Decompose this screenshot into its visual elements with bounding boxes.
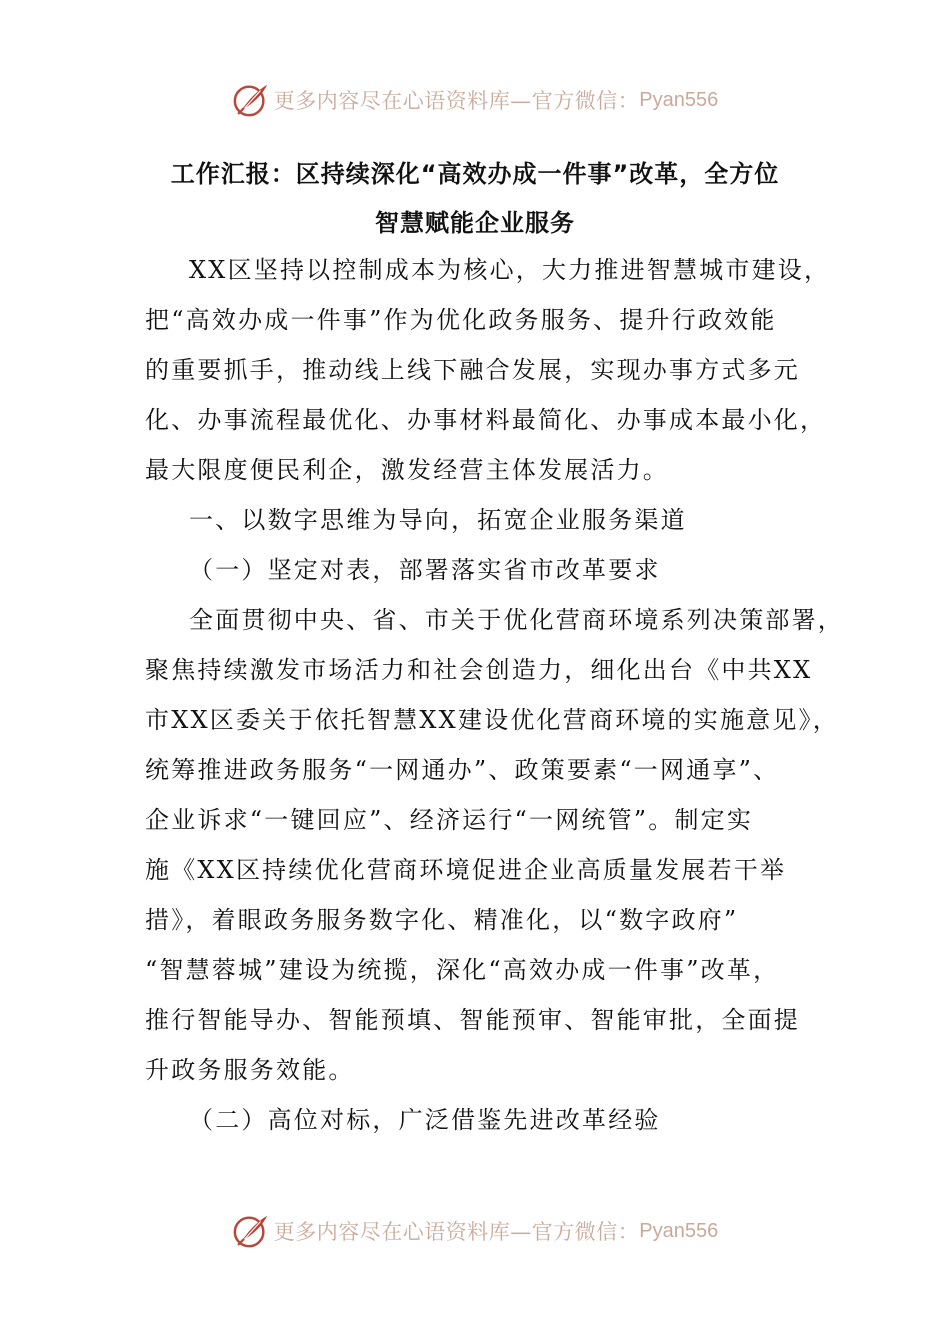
body-line: “智慧蓉城”建设为统揽，深化“高效办成一件事”改革， [145, 956, 780, 984]
section-heading: 一、以数字思维为导向，拓宽企业服务渠道 [189, 506, 687, 534]
watermark-banner-top [0, 78, 950, 122]
body-line: 全面贯彻中央、省、市关于优化营商环境系列决策部署， [189, 606, 844, 634]
body-line: XX区坚持以控制成本为核心，大力推进智慧城市建设， [189, 256, 831, 284]
watermark-text: 更多内容尽在心语资料库—官方微信： [273, 89, 640, 113]
body-line: 企业诉求“一键回应”、经济运行“一网统管”。制定实 [145, 806, 754, 834]
document-title-line-2: 智慧赋能企业服务 [375, 209, 575, 237]
watermark-banner-bottom [0, 1209, 950, 1253]
body-line: 升政务服务效能。 [145, 1056, 355, 1084]
body-line: 施《XX区持续优化营商环境促进企业高质量发展若干举 [145, 856, 787, 884]
body-line: 最大限度便民利企，激发经营主体发展活力。 [145, 456, 669, 484]
body-line: 化、办事流程最优化、办事材料最简化、办事成本最小化， [145, 406, 827, 434]
document-title-line-1: 工作汇报：区持续深化“高效办成一件事”改革，全方位 [170, 160, 780, 188]
watermark-wechat-id: Pyan556 [639, 1219, 719, 1242]
body-line: 推行智能导办、智能预填、智能预审、智能审批，全面提 [145, 1006, 800, 1034]
subsection-heading: （二）高位对标，广泛借鉴先进改革经验 [189, 1106, 661, 1134]
body-line: 的重要抓手，推动线上线下融合发展，实现办事方式多元 [145, 356, 800, 384]
quill-logo-icon [232, 81, 270, 119]
body-line: 聚焦持续激发市场活力和社会创造力，细化出台《中共XX [145, 656, 813, 684]
watermark-text: 更多内容尽在心语资料库—官方微信： [273, 1220, 640, 1244]
quill-logo-icon [232, 1212, 270, 1250]
body-line: 措》，着眼政务服务数字化、精准化，以“数字政府” [145, 906, 739, 934]
watermark-wechat-id: Pyan556 [639, 88, 719, 111]
body-line: 统筹推进政务服务“一网通办”、政策要素“一网通享”、 [145, 756, 780, 784]
body-line: 把“高效办成一件事”作为优化政务服务、提升行政效能 [145, 306, 777, 334]
subsection-heading: （一）坚定对表，部署落实省市改革要求 [189, 556, 661, 584]
body-line: 市XX区委关于依托智慧XX建设优化营商环境的实施意见》， [145, 706, 839, 734]
